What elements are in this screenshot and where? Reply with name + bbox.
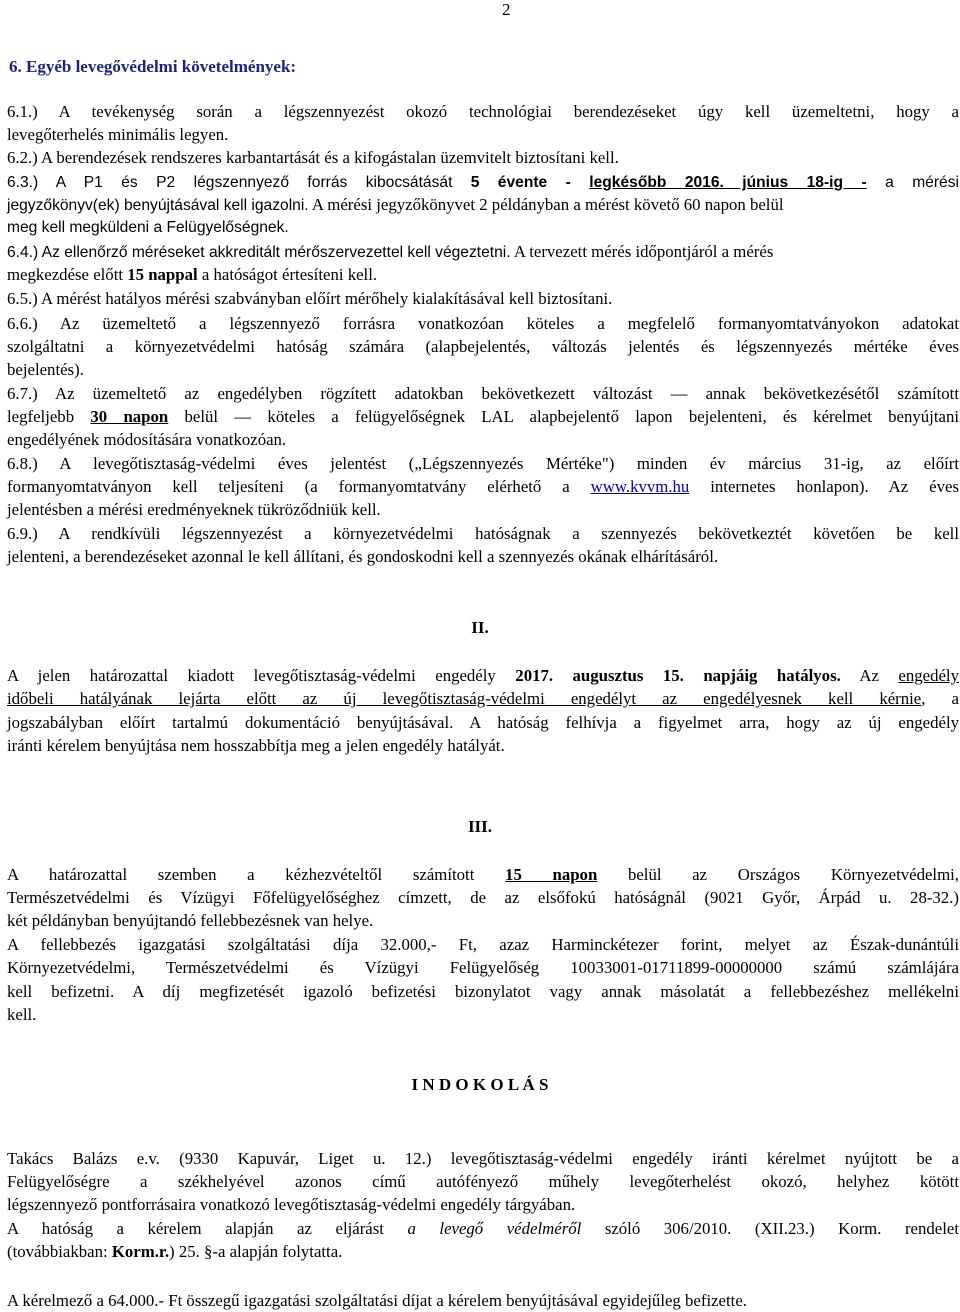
p62: 6.2.) A berendezések rendszeres karbantartását és a kifogástalan üzemvitelt biztosítani kell. <box>7 148 619 167</box>
ind-kormr: Korm.r. <box>111 1242 170 1261</box>
s2-validity: 2017. augusztus 15. napjáig hatályos. <box>515 666 841 685</box>
p61-line1: 6.1.) A tevékenység során a légszennyezést okozó technológiai berendezéseket úgy kell üzemeltetni, hogy a <box>7 102 959 121</box>
ind-line3: légszennyező pontforrásaira vonatkozó levegőtisztaság-védelmi engedély tárgyában. <box>7 1195 576 1214</box>
p67-days: 30 napon <box>90 407 169 426</box>
p68-line2 <box>7 475 959 498</box>
ind-law-title: a levegő védelméről <box>407 1219 582 1238</box>
p67-a: legfeljebb <box>7 407 91 426</box>
kvvm-link[interactable]: www.kvvm.hu <box>590 477 690 496</box>
s3-line2: Természetvédelmi és Vízügyi Főfelügyelőséghez címzett, de az elsőfokú hatóságnál (9021 Győr, Árpád u. 28-32.) <box>7 888 959 907</box>
s3-line6: kell befizetni. A díj megfizetését igazoló befizetési bizonylatot vagy annak másolatát a fellebbezéshez mellékelni <box>7 982 959 1001</box>
ind-line4 <box>7 1217 959 1240</box>
s2-line1 <box>7 664 959 687</box>
s3-line5: Környezetvédelmi, Természetvédelmi és Vízügyi Felügyelőség 10033001-01711899-00000000 számú számlájára <box>7 958 959 977</box>
p63-e: jegyzőkönyv(ek) benyújtásával kell igazolni. <box>7 197 309 214</box>
s2-line3: jogszabályban előírt tartalmú dokumentáció benyújtásával. A hatóság felhívja a figyelmet arra, hogy az új engedély <box>7 713 959 732</box>
p64-line1 <box>7 240 959 264</box>
s3-a: A határozattal szemben a kézhezvételtől számított <box>7 865 506 884</box>
p64-e: a hatóságot értesíteni kell. <box>197 265 378 284</box>
p67-line1: 6.7.) Az üzemeltető az engedélyben rögzített adatokban bekövetkezett változást ― annak bekövetkezésétől számított <box>7 384 959 403</box>
p63-line1 <box>7 170 959 194</box>
p64-line2 <box>7 263 959 286</box>
p66-line3: bejelentés). <box>7 360 84 379</box>
p67-line3: engedélyének módosítására vonatkozóan. <box>7 430 287 449</box>
s2-a: A jelen határozattal kiadott levegőtisztaság-védelmi engedély <box>7 666 516 685</box>
p68-line1: 6.8.) A levegőtisztaság-védelmi éves jelentést („Légszennyezés Mértéke") minden év március 31-ig, az előírt <box>7 454 959 473</box>
p63-line2 <box>7 193 959 217</box>
p63-line3: meg kell megküldeni a Felügyelőségnek. <box>7 219 289 236</box>
p68-line3: jelentésben a mérési eredményeknek tükröződniük kell. <box>7 500 381 519</box>
p65: 6.5.) A mérést hatályos mérési szabványban előírt mérőhely kialakításával kell biztosítani. <box>7 289 613 308</box>
s2-l2b: , a <box>921 689 959 708</box>
s3-c: belül az Országos Környezetvédelmi, <box>597 865 959 884</box>
indoklas-heading: I N D O K O L Á S <box>411 1075 549 1094</box>
p64-c: megkezdése előtt <box>7 265 128 284</box>
p61-line2: levegőterhelés minimális legyen. <box>7 125 229 144</box>
p68-a: formanyomtatványon kell teljesíteni (a formanyomtatvány elérhető a <box>7 477 591 496</box>
s2-line2 <box>7 687 959 710</box>
p63-d: a mérési <box>866 174 959 191</box>
ind-l4a: A hatóság a kérelem alapján az eljárást <box>7 1219 408 1238</box>
s3-line7: kell. <box>7 1005 37 1024</box>
p67-line2 <box>7 405 959 428</box>
s3-line3: két példányban benyújtandó fellebbezésnek van helye. <box>7 911 374 930</box>
ind-l4c: szóló 306/2010. (XII.23.) Korm. rendelet <box>581 1219 959 1238</box>
p63-interval: 5 évente - <box>470 174 590 191</box>
p66-line2: szolgáltatni a környezetvédelmi hatóság számára (alapbejelentés, változás jelentés és légszennyezés mértéke éves <box>7 337 959 356</box>
s2-d: engedély <box>898 666 959 685</box>
ind-line5 <box>7 1240 959 1263</box>
p64-days: 15 nappal <box>127 265 198 284</box>
p66-line1: 6.6.) Az üzemeltető a légszennyező forrásra vonatkozóan köteles a megfelelő formanyomtatványokon adatokat <box>7 314 959 333</box>
p69-line2: jelenteni, a berendezéseket azonnal le kell állítani, és gondoskodni kell a szennyezés okának elhárításáról. <box>7 547 719 566</box>
s3-line1 <box>7 863 959 886</box>
s3-days: 15 napon <box>505 865 598 884</box>
ind-line6: A kérelmező a 64.000.- Ft összegű igazgatási szolgáltatási díjat a kérelem benyújtásával egyidejűleg befizette. <box>7 1291 747 1310</box>
s2-c: Az <box>840 666 899 685</box>
p68-b: internetes honlapon). Az éves <box>689 477 959 496</box>
p69-line1: 6.9.) A rendkívüli légszennyezést a környezetvédelmi hatóságnak a szennyezés bekövetkeztét követően be kell <box>7 524 959 543</box>
p67-c: belül ― köteles a felügyelőségnek LAL alapbejelentő lapon bejelenteni, és kérelmet benyújtani <box>168 407 960 426</box>
s3-line4: A fellebbezés igazgatási szolgáltatási díja 32.000,- Ft, azaz Harminckétezer forint, melyet az Észak-dunántúli <box>7 935 959 954</box>
section-3-heading: III. <box>467 817 493 836</box>
section-6-title: 6. Egyéb levegővédelmi követelmények: <box>9 57 297 76</box>
section-2-heading: II. <box>471 618 489 637</box>
s2-l2a: időbeli hatályának lejárta előtt az új levegőtisztaság-védelmi engedélyt az engedélyesnek kell kérnie <box>7 689 922 708</box>
page-number: 2 <box>502 0 511 19</box>
ind-line2: Felügyelőségre a székhelyével azonos című autófényező műhely levegőterhelést okozó, helyhez kötött <box>7 1172 959 1191</box>
ind-l5a: (továbbiakban: <box>7 1242 112 1261</box>
p63-a: 6.3.) A P1 és P2 légszennyező forrás kibocsátását <box>7 174 453 191</box>
p64-a: 6.4.) Az ellenőrző méréseket akkreditált mérőszervezettel kell végeztetni. <box>7 244 511 261</box>
p63-f: A mérési jegyzőkönyvet 2 példányban a mérést követő 60 napon belül <box>308 195 784 214</box>
s2-line4: iránti kérelem benyújtása nem hosszabbítja meg a jelen engedély hatályát. <box>7 736 505 755</box>
p63-deadline: legkésőbb 2016. június 18-ig - <box>589 174 867 191</box>
p64-b: A tervezett mérés időpontjáról a mérés <box>510 242 774 261</box>
ind-l5c: ) 25. §-a alapján folytatta. <box>169 1242 343 1261</box>
ind-line1: Takács Balázs e.v. (9330 Kapuvár, Liget u. 12.) levegőtisztaság-védelmi engedély iránti kérelmet nyújtott be a <box>7 1149 959 1168</box>
